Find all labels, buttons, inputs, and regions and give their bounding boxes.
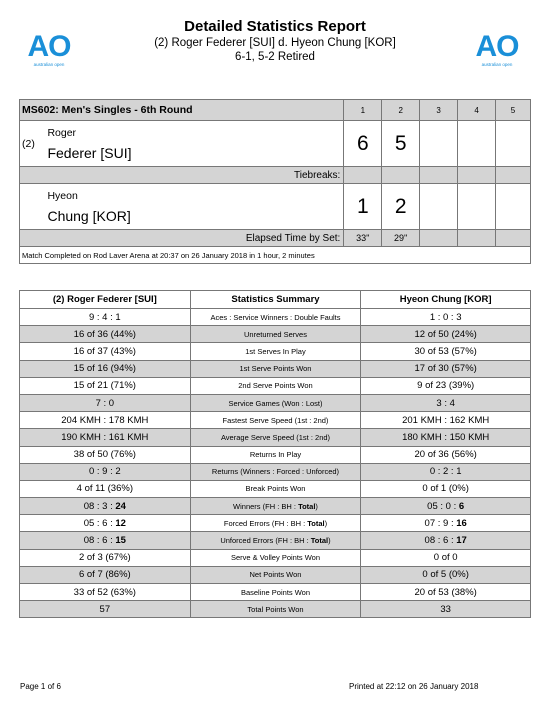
stat-label (190, 532, 361, 549)
australian-open-logo-right (468, 32, 526, 74)
statistics-row (20, 601, 531, 618)
player1-stat-value: 190 KMH : 161 KMH (20, 429, 191, 446)
elapsed-time-value (496, 230, 531, 247)
player2-set-games (458, 184, 496, 230)
report-title: Detailed Statistics Report (184, 18, 366, 35)
elapsed-time-value (420, 230, 458, 247)
page-number: Page 1 of 6 (20, 682, 61, 691)
player2-total: 17 (456, 535, 467, 547)
player2-set-games: 2 (382, 184, 420, 230)
statistics-row (20, 498, 531, 515)
statistics-header-row (20, 291, 531, 309)
player2-stat-value: 17 of 30 (57%) (361, 360, 531, 377)
player2-stat-value: 0 of 1 (0%) (361, 480, 531, 497)
player2-name (47, 184, 343, 230)
player1-set-games (420, 121, 458, 167)
stat-label: 2nd Serve Points Won (190, 377, 361, 394)
player1-name (47, 121, 343, 167)
player1-stat-value: 2 of 3 (67%) (20, 549, 191, 566)
set-number: 4 (458, 100, 496, 121)
player2-stat-value: 180 KMH : 150 KMH (361, 429, 531, 446)
stat-label: 1st Serves In Play (190, 343, 361, 360)
player1-stat-value (20, 498, 191, 515)
player1-stat-value: 33 of 52 (63%) (20, 584, 191, 601)
statistics-row (20, 566, 531, 583)
stat-label: Baseline Points Won (190, 584, 361, 601)
set-number: 3 (420, 100, 458, 121)
printed-timestamp: Printed at 22:12 on 26 January 2018 (349, 682, 479, 691)
player1-stat-value: 38 of 50 (76%) (20, 446, 191, 463)
player2-stat-value: 3 : 4 (361, 394, 531, 411)
statistics-row (20, 446, 531, 463)
statistics-row (20, 532, 531, 549)
match-description: (2) Roger Federer [SUI] d. Hyeon Chung [KOR] (154, 37, 396, 49)
statistics-row (20, 360, 531, 377)
tiebreak-cell (382, 167, 420, 184)
stat-label: 1st Serve Points Won (190, 360, 361, 377)
tiebreak-cell (344, 167, 382, 184)
player2-breakdown: 07 : 9 : (424, 517, 457, 529)
player1-set-games (496, 121, 531, 167)
scoreboard-table (19, 99, 531, 264)
stat-label-total: Total (310, 536, 329, 546)
statistics-row (20, 377, 531, 394)
player1-stat-value (20, 515, 191, 532)
player1-stat-value: 16 of 37 (43%) (20, 343, 191, 360)
set-number: 5 (496, 100, 531, 121)
stat-label (190, 515, 361, 532)
match-footnote-row (20, 247, 531, 264)
stat-label: Serve & Volley Points Won (190, 549, 361, 566)
player2-set-games (420, 184, 458, 230)
elapsed-time-value: 33'' (344, 230, 382, 247)
stat-label (190, 498, 361, 515)
player2-total: 6 (458, 500, 465, 512)
player2-stat-value (361, 532, 531, 549)
player2-breakdown: 05 : 0 : (427, 500, 459, 512)
player1-breakdown: 08 : 3 : (83, 500, 116, 512)
event-label: MS602: Men's Singles - 6th Round (20, 100, 344, 121)
player1-stat-value: 4 of 11 (36%) (20, 480, 191, 497)
player2-stat-value: 30 of 53 (57%) (361, 343, 531, 360)
set-number: 2 (382, 100, 420, 121)
statistics-row (20, 463, 531, 480)
statistics-row (20, 480, 531, 497)
australian-open-logo-left (20, 32, 78, 74)
tiebreaks-row (20, 167, 531, 184)
player2-total: 16 (456, 517, 467, 529)
player1-set-games: 6 (344, 121, 382, 167)
player2-column-header: Hyeon Chung [KOR] (361, 291, 531, 309)
player1-stat-value: 16 of 36 (44%) (20, 326, 191, 343)
player1-total: 24 (115, 500, 126, 512)
tiebreak-cell (420, 167, 458, 184)
player1-stat-value: 204 KMH : 178 KMH (20, 412, 191, 429)
stat-label: Fastest Serve Speed (1st : 2nd) (190, 412, 361, 429)
player2-seed (20, 184, 48, 230)
stat-label: Total Points Won (190, 601, 361, 618)
logo-mark: AO (475, 30, 519, 63)
player2-first-name: Hyeon (47, 190, 78, 202)
stat-label-text: Forced Errors (FH : BH : (223, 518, 308, 528)
stat-label: Net Points Won (190, 566, 361, 583)
statistics-row (20, 343, 531, 360)
player1-set-games: 5 (382, 121, 420, 167)
player2-score-row (20, 184, 531, 230)
statistics-table (19, 290, 531, 618)
player1-stat-value: 15 of 16 (94%) (20, 360, 191, 377)
report-header (100, 18, 450, 64)
player1-first-name: Roger (47, 127, 77, 139)
set-number: 1 (344, 100, 382, 121)
elapsed-time-value (458, 230, 496, 247)
stat-label-close: ) (315, 501, 318, 511)
player2-stat-value: 12 of 50 (24%) (361, 326, 531, 343)
player1-seed: (2) (20, 121, 48, 167)
player1-stat-value: 0 : 9 : 2 (20, 463, 191, 480)
statistics-row (20, 309, 531, 326)
statistics-row (20, 412, 531, 429)
stat-label-close: ) (328, 536, 331, 546)
statistics-row (20, 515, 531, 532)
player2-stat-value: 0 : 2 : 1 (361, 463, 531, 480)
scoreboard-header-row (20, 100, 531, 121)
player1-stat-value: 6 of 7 (86%) (20, 566, 191, 583)
stat-label-text: Winners (FH : BH : (233, 501, 299, 511)
elapsed-time-label: Elapsed Time by Set: (20, 230, 344, 247)
player2-stat-value: 201 KMH : 162 KMH (361, 412, 531, 429)
player1-total: 15 (115, 535, 126, 547)
player1-stat-value (20, 532, 191, 549)
stat-label-total: Total (307, 518, 325, 528)
elapsed-time-value: 29'' (382, 230, 420, 247)
player2-stat-value (361, 515, 531, 532)
player1-score-row (20, 121, 531, 167)
stat-label-close: ) (324, 518, 328, 528)
player1-stat-value: 9 : 4 : 1 (20, 309, 191, 326)
tiebreak-cell (496, 167, 531, 184)
player2-stat-value (361, 498, 531, 515)
player1-last-name: Federer [SUI] (47, 145, 132, 161)
player2-stat-value: 1 : 0 : 3 (361, 309, 531, 326)
match-footnote: Match Completed on Rod Laver Arena at 20:37 on 26 January 2018 in 1 hour, 2 minutes (20, 247, 531, 264)
player2-stat-value: 20 of 53 (38%) (361, 584, 531, 601)
player1-column-header: (2) Roger Federer [SUI] (20, 291, 191, 309)
player1-stat-value: 57 (20, 601, 191, 618)
player1-set-games (458, 121, 496, 167)
player1-total: 12 (115, 517, 126, 529)
logo-caption: australian open (481, 62, 513, 67)
player2-set-games: 1 (344, 184, 382, 230)
stat-label: Unreturned Serves (190, 326, 361, 343)
logo-caption: australian open (33, 62, 65, 67)
statistics-row (20, 326, 531, 343)
summary-column-header: Statistics Summary (190, 291, 361, 309)
stat-label: Aces : Service Winners : Double Faults (190, 309, 361, 326)
player2-stat-value: 20 of 36 (56%) (361, 446, 531, 463)
stat-label: Average Serve Speed (1st : 2nd) (190, 429, 361, 446)
stat-label: Break Points Won (190, 480, 361, 497)
player2-stat-value: 33 (361, 601, 531, 618)
player1-breakdown: 08 : 6 : (83, 535, 116, 547)
player2-breakdown: 08 : 6 : (424, 535, 457, 547)
tiebreaks-label: Tiebreaks: (20, 167, 344, 184)
statistics-row (20, 394, 531, 411)
player2-stat-value: 9 of 23 (39%) (361, 377, 531, 394)
elapsed-time-row (20, 230, 531, 247)
player2-last-name: Chung [KOR] (47, 208, 131, 224)
statistics-row (20, 549, 531, 566)
player1-breakdown: 05 : 6 : (83, 517, 116, 529)
statistics-row (20, 584, 531, 601)
stat-label: Returns In Play (190, 446, 361, 463)
player2-set-games (496, 184, 531, 230)
statistics-row (20, 429, 531, 446)
player2-stat-value: 0 of 5 (0%) (361, 566, 531, 583)
stat-label: Returns (Winners : Forced : Unforced) (190, 463, 361, 480)
player1-stat-value: 15 of 21 (71%) (20, 377, 191, 394)
player1-stat-value: 7 : 0 (20, 394, 191, 411)
stat-label-text: Unforced Errors (FH : BH : (220, 536, 311, 546)
logo-mark: AO (27, 30, 71, 63)
stat-label-total: Total (298, 501, 316, 511)
match-score: 6-1, 5-2 Retired (235, 51, 315, 63)
stat-label: Service Games (Won : Lost) (190, 394, 361, 411)
player2-stat-value: 0 of 0 (361, 549, 531, 566)
tiebreak-cell (458, 167, 496, 184)
